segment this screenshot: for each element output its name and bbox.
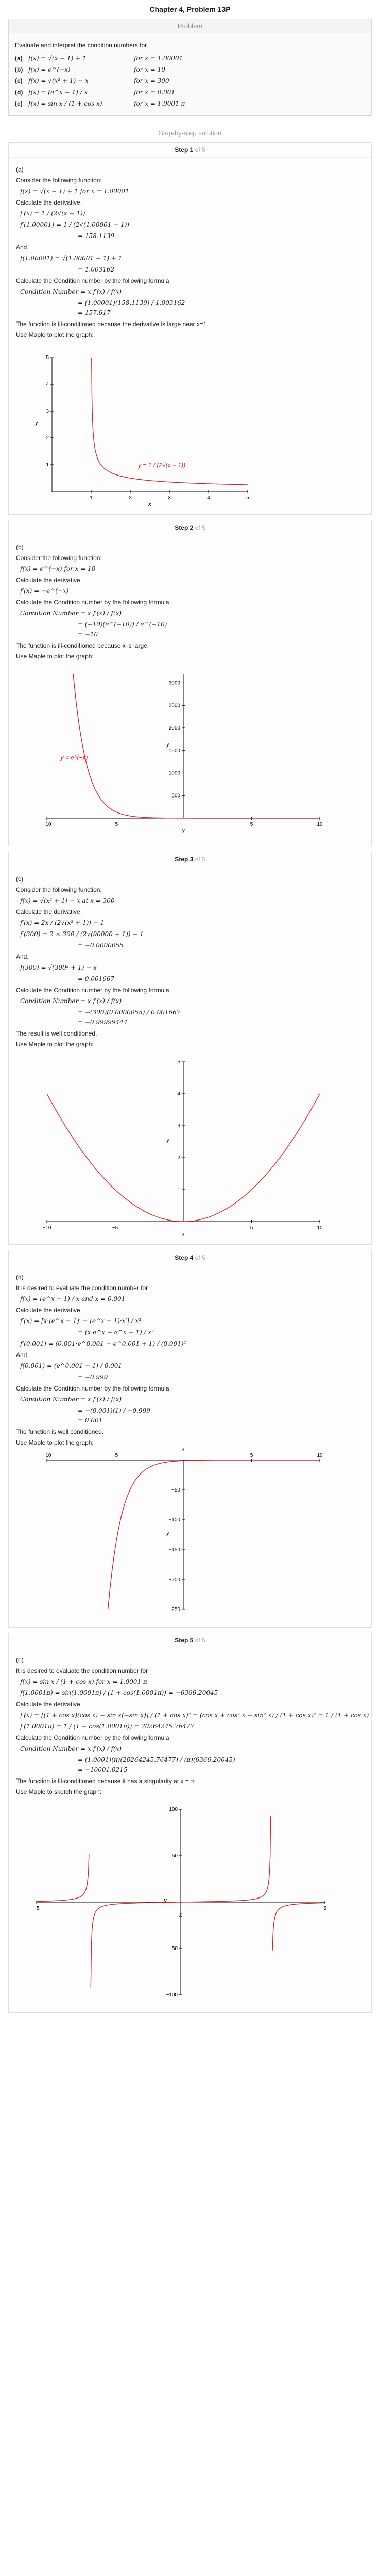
step-number: 2	[189, 524, 194, 531]
math-line: f′(0.001) = (0.001·e^0.001 − e^0.001 + 1) / (0.001)²	[20, 1340, 186, 1347]
y-axis-label: y	[164, 1897, 167, 1904]
y-tick-label: 5	[177, 1059, 180, 1065]
step-panel	[8, 142, 372, 515]
y-tick-label: 3000	[168, 680, 180, 686]
text-line: The function is ill-conditioned because it has a singularity at x = π.	[16, 1777, 197, 1785]
text-line: Calculate the derivative.	[16, 1701, 82, 1708]
step-total: of 5	[193, 1254, 205, 1261]
step-label: Step	[175, 1637, 190, 1644]
y-axis-label: y	[35, 420, 38, 426]
y-tick-label: 100	[169, 1807, 178, 1812]
part-expression: f(x) = √(x − 1) + 1	[28, 55, 87, 62]
y-tick-label: 2000	[168, 725, 180, 731]
step-total: of 5	[193, 1637, 205, 1644]
math-line: = −(0.001)(1) / −0.999	[78, 1407, 150, 1414]
math-line: = (−10)(e^(−10)) / e^(−10)	[78, 621, 167, 628]
x-tick-label: −10	[42, 1225, 51, 1231]
part-condition: for x = 300	[134, 77, 169, 84]
x-axis-label: x	[182, 1231, 185, 1238]
math-line: f(x) = sin x / (1 + cos x) for x = 1.0001 π	[20, 1678, 147, 1685]
part-expression: f(x) = sin x / (1 + cos x)	[28, 100, 102, 107]
problem-part	[15, 64, 365, 75]
math-line: Condition Number = x f′(x) / f(x)	[20, 1396, 122, 1403]
text-line: Consider the following function:	[16, 177, 102, 184]
x-tick-label: 3	[168, 495, 171, 501]
y-tick-label: 4	[177, 1091, 180, 1097]
text-line: Use Maple to sketch the graph:	[16, 1788, 102, 1795]
step-number: 3	[189, 856, 194, 863]
part-expression: f(x) = (e^x − 1) / x	[28, 89, 88, 96]
math-line: f(x) = e^(−x) for x = 10	[20, 565, 96, 572]
math-line: f′(x) = [x·(e^x − 1)′ − (e^x − 1)·x′] / x²	[20, 1317, 142, 1325]
math-line: = (1.0001)(π)(20264245.76477) / (π)(6366.20045)	[78, 1756, 235, 1764]
y-tick-label: −100	[166, 1992, 178, 1998]
step-body	[9, 867, 371, 1244]
math-line: f(x) = (e^x − 1) / x and x = 0.001	[20, 1295, 126, 1302]
text-line: It is desired to evaluate the condition number for	[16, 1284, 148, 1292]
step-total: of 5	[193, 856, 205, 863]
math-line: = −0.99999444	[78, 1019, 128, 1026]
x-axis-label: x	[182, 1446, 185, 1452]
x-tick-label: −5	[33, 1906, 40, 1911]
text-line: Calculate the Condition number by the following formula	[16, 277, 169, 284]
y-tick-label: 5	[46, 355, 49, 361]
y-tick-label: 3	[177, 1123, 180, 1129]
text-line: The function is ill-conditioned because the derivative is large near x=1.	[16, 320, 209, 328]
function-plot	[16, 664, 335, 839]
math-line: f′(x) = 1 / (2√(x − 1))	[20, 210, 85, 217]
curve-annotation: y = 1 / (2√(x − 1))	[138, 462, 186, 469]
part-condition: for x = 1.0001 π	[134, 100, 185, 107]
part-label: (c)	[15, 77, 23, 84]
y-tick-label: 1	[46, 462, 49, 468]
y-tick-label: 4	[46, 382, 49, 387]
step-body	[9, 1648, 371, 2012]
step-header	[9, 143, 371, 158]
part-condition: for x = 0.001	[134, 89, 176, 96]
math-line: f(x) = √(x − 1) + 1 for x = 1.00001	[20, 188, 129, 195]
part-label: (e)	[15, 100, 23, 107]
text-line: Use Maple to plot the graph:	[16, 1439, 94, 1446]
math-line: f′(x) = −e^(−x)	[20, 587, 69, 595]
x-axis-label: x	[182, 828, 185, 834]
page-title: Chapter 4, Problem 13P	[149, 5, 231, 13]
text-line: Calculate the Condition number by the following formula	[16, 1734, 169, 1741]
math-line: Condition Number = x f′(x) / f(x)	[20, 1745, 122, 1752]
text-line: Calculate the Condition number by the following formula	[16, 1385, 169, 1392]
y-tick-label: −50	[171, 1487, 180, 1493]
step-header	[9, 852, 371, 867]
part-expression: f(x) = e^(−x)	[28, 66, 71, 73]
y-tick-label: 1000	[168, 770, 180, 776]
step-label: Step	[175, 524, 190, 531]
math-line: f(1.00001) = √(1.00001 − 1) + 1	[20, 255, 123, 262]
math-line: Condition Number = x f′(x) / f(x)	[20, 609, 122, 617]
math-line: = 0.001	[78, 1417, 103, 1424]
function-plot	[16, 1052, 335, 1237]
y-axis-label: y	[166, 1137, 169, 1143]
x-tick-label: 5	[246, 495, 249, 501]
problem-body	[9, 33, 371, 115]
math-line: = (x·e^x − e^x + 1) / x²	[78, 1329, 154, 1336]
text-line: Consider the following function:	[16, 886, 102, 893]
step-header	[9, 1633, 371, 1648]
curve-annotation: y = e^(−x)	[60, 754, 88, 761]
y-tick-label: 500	[171, 793, 180, 799]
step-number: 1	[189, 146, 194, 154]
problem-part	[15, 87, 365, 98]
problem-intro: Evaluate and interpret the condition numbers for	[15, 42, 147, 49]
step-body	[9, 158, 371, 514]
step-label: Step	[175, 146, 190, 154]
math-line: = −10	[78, 631, 98, 638]
y-axis-label: y	[166, 741, 169, 748]
part-label: (b)	[15, 66, 23, 73]
math-line: = −0.999	[78, 1374, 108, 1381]
step-header	[9, 520, 371, 535]
math-line: f′(1.0001π) = 1 / (1 + cos(1.0001π)) = 20264245.76477	[20, 1723, 195, 1730]
function-plot	[16, 1446, 335, 1620]
y-axis-label: y	[166, 1530, 169, 1536]
x-axis-label: x	[148, 501, 151, 507]
math-line: = −(300)(0.0000055) / 0.001667	[78, 1009, 181, 1016]
x-tick-label: −5	[112, 1453, 118, 1459]
x-tick-label: 5	[250, 822, 253, 827]
step-panel	[8, 520, 372, 846]
step-number: 5	[189, 1637, 194, 1644]
x-tick-label: 4	[207, 495, 210, 501]
function-plot	[16, 1799, 335, 2005]
y-tick-label: 3	[46, 409, 49, 414]
step-total: of 5	[193, 146, 205, 154]
y-tick-label: −100	[168, 1517, 180, 1523]
text-line: The function is ill-conditioned because x is large.	[16, 642, 149, 649]
math-line: f′(1.00001) = 1 / (2√(1.00001 − 1))	[20, 221, 130, 228]
step-number: 4	[189, 1254, 194, 1261]
problem-heading: Problem	[9, 19, 371, 33]
problem-parts	[15, 53, 365, 109]
math-line: f(300) = √(300² + 1) − x	[20, 964, 97, 971]
series-line	[73, 674, 320, 818]
part-label: (a)	[15, 55, 23, 62]
steps-container	[8, 142, 372, 2013]
x-axis-label: x	[179, 1912, 182, 1918]
math-line: f(0.001) = (e^0.001 − 1) / 0.001	[20, 1362, 123, 1369]
math-line: Condition Number = x f′(x) / f(x)	[20, 288, 122, 295]
math-line: = (1.00001)(158.1139) / 1.003162	[78, 299, 185, 307]
text-line: It is desired to evaluate the condition number for	[16, 1667, 148, 1674]
text-line: And,	[16, 953, 29, 960]
step-part-label: (b)	[16, 544, 24, 551]
x-tick-label: 2	[129, 495, 132, 501]
y-tick-label: 1	[177, 1187, 180, 1193]
text-line: Consider the following function:	[16, 554, 102, 562]
text-line: Calculate the derivative.	[16, 908, 82, 916]
step-panel	[8, 852, 372, 1245]
math-line: = 0.001667	[78, 975, 115, 982]
math-line: = −10001.0215	[78, 1766, 128, 1773]
text-line: Use Maple to plot the graph:	[16, 331, 94, 338]
text-line: Calculate the Condition number by the following formula	[16, 987, 169, 994]
text-line: Use Maple to plot the graph:	[16, 1041, 94, 1048]
math-line: f′(x) = [(1 + cos x)(cos x) − sin x(−sin x)] / (1 + cos x)² = (cos x + cos² x + sin² x) / (1 + cos x)² = 1 / (1 + cos x)	[20, 1711, 369, 1719]
x-tick-label: 5	[250, 1225, 253, 1231]
text-line: Calculate the derivative.	[16, 577, 82, 584]
x-tick-label: −5	[112, 1225, 118, 1231]
step-part-label: (a)	[16, 166, 24, 173]
math-line: f(1.0001π) = sin(1.0001π) / (1 + cos(1.0001π)) = −6366.20045	[20, 1689, 218, 1697]
step-label: Step	[175, 1254, 190, 1261]
step-total: of 5	[193, 524, 205, 531]
problem-panel	[8, 19, 372, 116]
y-tick-label: 2	[177, 1155, 180, 1161]
problem-part	[15, 53, 365, 64]
problem-part	[15, 75, 365, 87]
y-tick-label: 2500	[168, 703, 180, 709]
x-tick-label: 10	[317, 1453, 323, 1459]
step-part-label: (d)	[16, 1274, 24, 1281]
y-tick-label: −200	[168, 1577, 180, 1583]
y-tick-label: 1500	[168, 748, 180, 754]
x-tick-label: 10	[317, 1225, 323, 1231]
text-line: Use Maple to plot the graph:	[16, 653, 94, 660]
math-line: = 158.1139	[78, 232, 115, 240]
step-part-label: (e)	[16, 1656, 24, 1664]
part-expression: f(x) = √(x² + 1) − x	[28, 77, 89, 84]
math-line: = 157.617	[78, 309, 111, 316]
step-part-label: (c)	[16, 875, 23, 883]
step-body	[9, 535, 371, 846]
part-condition: for x = 10	[134, 66, 165, 73]
math-line: Condition Number = x f′(x) / f(x)	[20, 997, 122, 1005]
x-tick-label: −5	[112, 822, 118, 827]
y-tick-label: 50	[171, 1853, 178, 1859]
step-panel	[8, 1633, 372, 2013]
text-line: Calculate the derivative.	[16, 1307, 82, 1314]
text-line: The result is well conditioned.	[16, 1030, 97, 1037]
function-plot	[16, 342, 263, 507]
solution-heading: Step-by-step solution	[158, 129, 222, 137]
x-tick-label: −10	[42, 822, 51, 827]
x-tick-label: 1	[90, 495, 93, 501]
math-line: = 1.003162	[78, 266, 115, 273]
y-tick-label: −250	[168, 1607, 180, 1613]
step-header	[9, 1250, 371, 1265]
y-tick-label: −50	[169, 1946, 178, 1952]
part-label: (d)	[15, 89, 23, 96]
series-line	[108, 1460, 320, 1609]
x-tick-label: 5	[323, 1906, 326, 1911]
math-line: f′(300) = 2 × 300 / (2√(90000 + 1)) − 1	[20, 930, 144, 938]
math-line: f(x) = √(x² + 1) − x at x = 300	[20, 897, 115, 904]
y-tick-label: −150	[168, 1547, 180, 1553]
text-line: And,	[16, 1351, 29, 1359]
step-label: Step	[175, 856, 190, 863]
text-line: And,	[16, 244, 29, 251]
step-panel	[8, 1250, 372, 1628]
y-tick-label: 2	[46, 435, 49, 441]
text-line: The function is well conditioned.	[16, 1428, 104, 1435]
math-line: f′(x) = 2x / (2√(x² + 1)) − 1	[20, 919, 105, 926]
text-line: Calculate the derivative.	[16, 199, 82, 206]
x-tick-label: −10	[42, 1453, 51, 1459]
part-condition: for x = 1.00001	[134, 55, 183, 62]
text-line: Calculate the Condition number by the following formula	[16, 599, 169, 606]
x-tick-label: 5	[250, 1453, 253, 1459]
math-line: = −0.0000055	[78, 942, 124, 949]
x-tick-label: 10	[317, 822, 323, 827]
step-body	[9, 1265, 371, 1627]
problem-part	[15, 98, 365, 109]
